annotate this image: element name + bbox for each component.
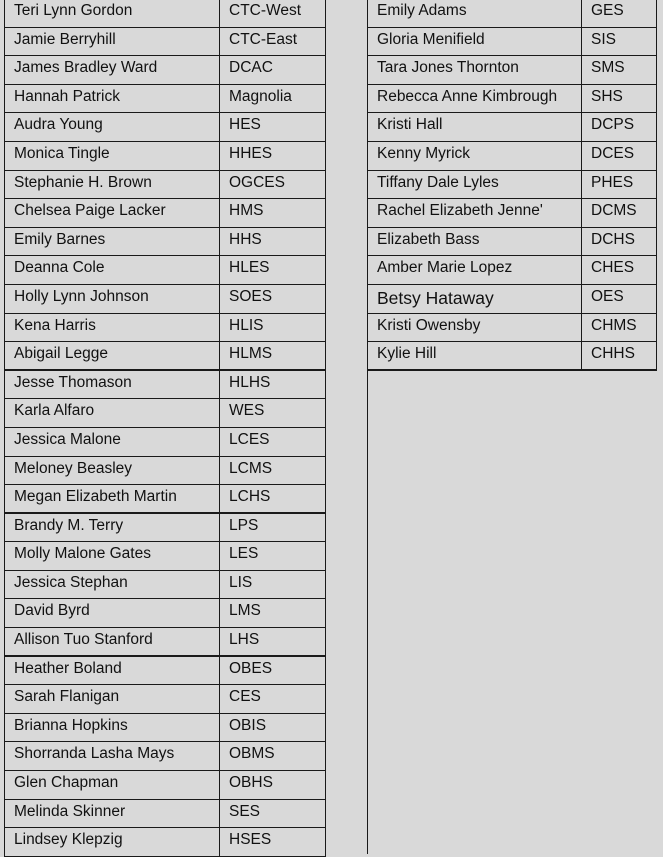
name-cell: Monica Tingle (4, 142, 220, 170)
table-row (367, 314, 657, 343)
school-cell: LMS (220, 599, 326, 627)
name-cell: Amber Marie Lopez (367, 256, 582, 284)
name-cell: Kenny Myrick (367, 142, 582, 170)
school-cell: HLHS (220, 371, 326, 399)
table-row (4, 85, 326, 114)
name-cell: Jessica Malone (4, 428, 220, 456)
school-cell: CTC-East (220, 28, 326, 56)
school-cell: Magnolia (220, 85, 326, 113)
table-row (367, 113, 657, 142)
name-cell: Melinda Skinner (4, 800, 220, 828)
table-row (4, 28, 326, 57)
school-cell: CHES (582, 256, 657, 284)
table-row (4, 285, 326, 314)
table-row (4, 685, 326, 714)
table-row (4, 628, 326, 657)
school-cell: GES (582, 0, 657, 27)
table-row (4, 800, 326, 829)
school-cell: OBMS (220, 742, 326, 770)
table-row (4, 599, 326, 628)
school-cell: DCPS (582, 113, 657, 141)
table-row (367, 28, 657, 57)
table-row (4, 657, 326, 686)
school-cell: SES (220, 800, 326, 828)
name-cell: Betsy Hataway (367, 285, 582, 313)
school-cell: LCHS (220, 485, 326, 512)
right-roster-table (367, 0, 657, 371)
name-cell: Hannah Patrick (4, 85, 220, 113)
school-cell: HHS (220, 228, 326, 256)
school-cell: LCES (220, 428, 326, 456)
school-cell: HMS (220, 199, 326, 227)
name-cell: Stephanie H. Brown (4, 171, 220, 199)
table-row (4, 742, 326, 771)
school-cell: LIS (220, 571, 326, 599)
name-cell: Megan Elizabeth Martin (4, 485, 220, 512)
table-row (367, 85, 657, 114)
name-cell: Rebecca Anne Kimbrough (367, 85, 582, 113)
table-row (4, 714, 326, 743)
name-cell: Elizabeth Bass (367, 228, 582, 256)
name-cell: Chelsea Paige Lacker (4, 199, 220, 227)
name-cell: Glen Chapman (4, 771, 220, 799)
table-row (4, 0, 326, 28)
school-cell: DCAC (220, 56, 326, 84)
table-row (4, 457, 326, 486)
table-row (367, 285, 657, 314)
school-cell: CES (220, 685, 326, 713)
name-cell: Shorranda Lasha Mays (4, 742, 220, 770)
name-cell: Allison Tuo Stanford (4, 628, 220, 655)
table-row (4, 428, 326, 457)
table-row (4, 171, 326, 200)
table-row (4, 199, 326, 228)
school-cell: SHS (582, 85, 657, 113)
name-cell: Jesse Thomason (4, 371, 220, 399)
school-cell: LPS (220, 514, 326, 542)
table-row (4, 828, 326, 857)
table-row (4, 542, 326, 571)
name-cell: Meloney Beasley (4, 457, 220, 485)
school-cell: HLMS (220, 342, 326, 369)
school-cell: HES (220, 113, 326, 141)
table-row (4, 342, 326, 371)
table-row (367, 56, 657, 85)
name-cell: Lindsey Klepzig (4, 828, 220, 856)
table-row (4, 371, 326, 400)
name-cell: Molly Malone Gates (4, 542, 220, 570)
name-cell: Heather Boland (4, 657, 220, 685)
name-cell: Rachel Elizabeth Jenne' (367, 199, 582, 227)
table-row (367, 171, 657, 200)
name-cell: Emily Barnes (4, 228, 220, 256)
name-cell: Sarah Flanigan (4, 685, 220, 713)
name-cell: Tiffany Dale Lyles (367, 171, 582, 199)
school-cell: OGCES (220, 171, 326, 199)
table-row (4, 256, 326, 285)
name-cell: Brianna Hopkins (4, 714, 220, 742)
table-row (4, 399, 326, 428)
name-cell: Jamie Berryhill (4, 28, 220, 56)
name-cell: James Bradley Ward (4, 56, 220, 84)
school-cell: OBHS (220, 771, 326, 799)
table-row (367, 256, 657, 285)
school-cell: CHHS (582, 342, 657, 369)
table-row (367, 0, 657, 28)
school-cell: DCES (582, 142, 657, 170)
school-cell: OES (582, 285, 657, 313)
school-cell: DCMS (582, 199, 657, 227)
table-row (367, 142, 657, 171)
school-cell: SMS (582, 56, 657, 84)
name-cell: Kristi Owensby (367, 314, 582, 342)
school-cell: WES (220, 399, 326, 427)
table-row (4, 113, 326, 142)
school-cell: OBES (220, 657, 326, 685)
table-row (4, 485, 326, 514)
table-row (4, 571, 326, 600)
table-row (4, 314, 326, 343)
school-cell: HLES (220, 256, 326, 284)
table-row (4, 56, 326, 85)
school-cell: PHES (582, 171, 657, 199)
table-row (367, 199, 657, 228)
name-cell: Brandy M. Terry (4, 514, 220, 542)
name-cell: Kena Harris (4, 314, 220, 342)
school-cell: OBIS (220, 714, 326, 742)
name-cell: Tara Jones Thornton (367, 56, 582, 84)
name-cell: Gloria Menifield (367, 28, 582, 56)
school-cell: SOES (220, 285, 326, 313)
left-roster-table (4, 0, 326, 857)
school-cell: CHMS (582, 314, 657, 342)
school-cell: HSES (220, 828, 326, 856)
name-cell: David Byrd (4, 599, 220, 627)
school-cell: LES (220, 542, 326, 570)
school-cell: DCHS (582, 228, 657, 256)
name-cell: Jessica Stephan (4, 571, 220, 599)
name-cell: Karla Alfaro (4, 399, 220, 427)
right-table-border-line (367, 370, 368, 854)
school-cell: SIS (582, 28, 657, 56)
name-cell: Emily Adams (367, 0, 582, 27)
school-cell: CTC-West (220, 0, 326, 27)
name-cell: Audra Young (4, 113, 220, 141)
table-row (4, 771, 326, 800)
table-row (4, 514, 326, 543)
table-row (367, 228, 657, 257)
table-row (4, 228, 326, 257)
table-row (4, 142, 326, 171)
name-cell: Teri Lynn Gordon (4, 0, 220, 27)
name-cell: Deanna Cole (4, 256, 220, 284)
school-cell: LHS (220, 628, 326, 655)
name-cell: Kylie Hill (367, 342, 582, 369)
school-cell: HLIS (220, 314, 326, 342)
name-cell: Kristi Hall (367, 113, 582, 141)
table-row (367, 342, 657, 371)
name-cell: Holly Lynn Johnson (4, 285, 220, 313)
name-cell: Abigail Legge (4, 342, 220, 369)
school-cell: LCMS (220, 457, 326, 485)
school-cell: HHES (220, 142, 326, 170)
